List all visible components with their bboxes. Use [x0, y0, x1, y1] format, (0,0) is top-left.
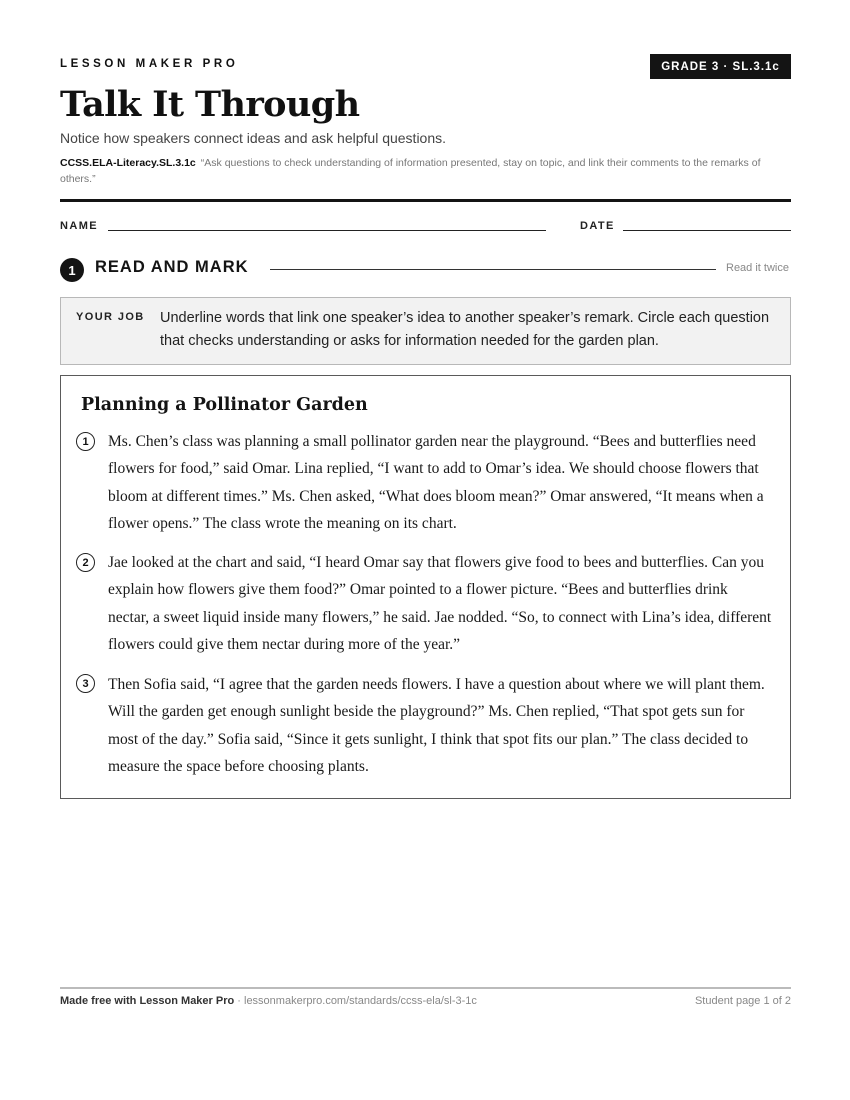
page-subtitle: Notice how speakers connect ideas and ask helpful questions.	[60, 130, 447, 146]
grade-badge: GRADE 3 · SL.3.1c	[650, 54, 791, 79]
standard-code: CCSS.ELA-Literacy.SL.3.1c	[60, 157, 196, 169]
brand-name: LESSON MAKER PRO	[60, 58, 239, 70]
passage-paragraph-1: Ms. Chen’s class was planning a small pollinator garden near the playground. “Bees and butterflies need flowers for food,” said Omar. Lina replied, “I want to add to Omar’s idea. We should choose flowers that bloom at different times.” Ms. Chen asked, “What does bloom mean?” Omar answered, “It means when a flower opens.” The class wrote the meaning on its chart.	[108, 433, 764, 533]
instructions-label: YOUR JOB	[76, 311, 145, 323]
paragraph-number-3: 3	[76, 674, 95, 693]
footer-credit	[60, 995, 477, 1007]
date-field-line[interactable]	[623, 230, 791, 231]
name-field-line[interactable]	[108, 230, 546, 231]
standard-reference	[60, 155, 792, 187]
passage-box	[60, 375, 791, 799]
footer-divider	[60, 987, 791, 989]
footer-page-number: Student page 1 of 2	[694, 995, 791, 1007]
section-divider	[270, 269, 716, 270]
date-label: DATE	[580, 220, 615, 232]
paragraph-number-2: 2	[76, 553, 95, 572]
footer-url-link[interactable]: lessonmakerpro.com/standards/ccss-ela/sl-3-1c	[244, 995, 477, 1007]
passage-title: Planning a Pollinator Garden	[81, 395, 368, 415]
footer-separator: ·	[234, 995, 244, 1007]
section-note: Read it twice	[726, 262, 789, 274]
header-divider	[60, 199, 791, 202]
instructions-box	[60, 297, 791, 365]
passage-paragraph-3: Then Sofia said, “I agree that the garden needs flowers. I have a question about where we will plant them. Will the garden get enough sunlight beside the playground?” Ms. Chen replied, “That spot gets sun for most of the day.” Sofia said, “Since it gets sunlight, I think that spot fits our plan.” The class decided to measure the space before choosing plants.	[108, 676, 765, 776]
paragraph-number-1: 1	[76, 432, 95, 451]
passage-paragraph-2: Jae looked at the chart and said, “I heard Omar say that flowers give food to bees and butterflies. Can you explain how flowers give them food?” Omar pointed to a flower picture. “Bees and butterflies drink nectar, a sweet liquid inside many flowers,” he said. Jae nodded. “So, to connect with Lina’s idea, different flowers could give them nectar during more of the year.”	[108, 554, 772, 654]
name-label: NAME	[60, 220, 98, 232]
instructions-text: Underline words that link one speaker’s idea to another speaker’s remark. Circle each question that checks understanding or asks for information needed for the garden plan.	[160, 310, 770, 349]
section-number-badge: 1	[60, 258, 84, 282]
section-title: READ AND MARK	[95, 258, 249, 276]
footer-made-with: Made free with Lesson Maker Pro	[60, 995, 235, 1007]
standard-text: “Ask questions to check understanding of information presented, stay on topic, and link their comments to the remarks of others.”	[60, 157, 761, 185]
page-title: Talk It Through	[60, 84, 360, 125]
